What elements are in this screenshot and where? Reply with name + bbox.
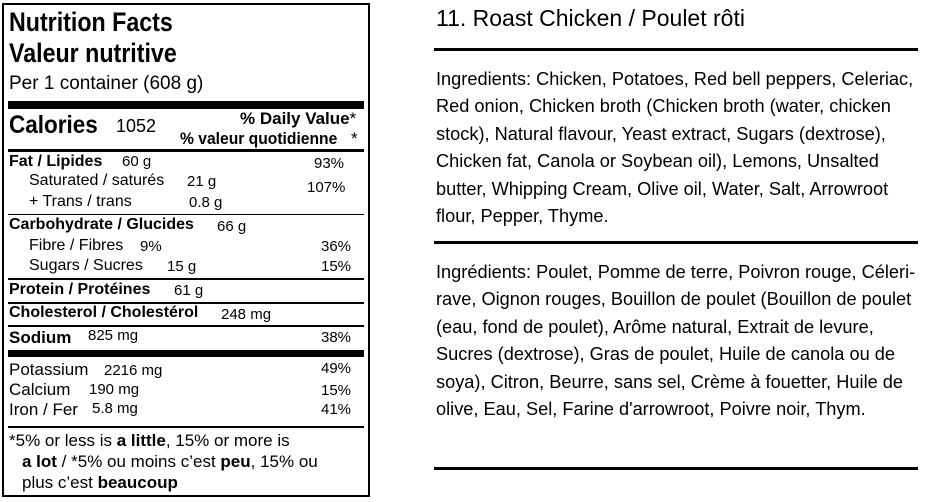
cholesterol-label: Cholesterol / Cholestérol	[9, 304, 199, 321]
carbohydrate-amount: 66 g	[217, 218, 247, 235]
fibre-dv: 36%	[321, 238, 352, 255]
daily-value-header-en: % Daily Value*	[240, 109, 357, 128]
nutrition-title-fr: Valeur nutritive	[9, 38, 177, 68]
sodium-dv: 38%	[321, 329, 352, 346]
ingredients-french: Ingrédients: Poulet, Pomme de terre, Poivron rouge, Céleri-rave, Oignon rouges, Bouillon de poulet (Bouillon de poulet (eau, fond de poulet), Arôme natural, Extrait de levure, Sucres (dextrose), Gras de poulet, Huile de canola ou de soya), Citron, Beurre, sans sel, Crème à fouetter, Huile de olive, Eau, Sel, Farine d'arrowroot, Poivre noir, Thym.	[436, 262, 916, 420]
potassium-dv: 49%	[321, 360, 352, 377]
carbohydrate-label: Carbohydrate / Glucides	[9, 216, 194, 233]
potassium-amount: 2216 mg	[104, 362, 163, 379]
sugars-label: Sugars / Sucres	[29, 257, 143, 274]
divider	[8, 426, 364, 428]
serving-size: Per 1 container (608 g)	[9, 73, 204, 94]
fat-dv: 93%	[314, 155, 345, 172]
thick-divider	[8, 350, 364, 357]
saturated-amount: 21 g	[187, 173, 217, 190]
fat-label: Fat / Lipides	[9, 153, 103, 170]
cholesterol-amount: 248 mg	[221, 306, 272, 323]
divider	[434, 467, 918, 470]
daily-value-header-fr: % valeur quotidienne *	[180, 129, 358, 148]
nutrition-title-en: Nutrition Facts	[9, 7, 173, 37]
iron-label: Iron / Fer	[9, 400, 78, 419]
sugars-amount: 15 g	[167, 258, 197, 275]
protein-label: Protein / Protéines	[9, 281, 151, 298]
iron-dv: 41%	[321, 401, 352, 418]
sodium-label: Sodium	[9, 328, 72, 347]
fat-amount: 60 g	[122, 153, 152, 170]
divider	[8, 149, 364, 152]
saturated-dv: 107%	[307, 179, 346, 196]
calcium-dv: 15%	[321, 382, 352, 399]
iron-amount: 5.8 mg	[92, 400, 138, 417]
calcium-label: Calcium	[9, 380, 71, 399]
calories-label: Calories	[9, 111, 98, 139]
trans-label: + Trans / trans	[29, 193, 132, 210]
divider	[434, 241, 918, 244]
calories-value: 1052	[116, 116, 157, 136]
calcium-amount: 190 mg	[89, 381, 140, 398]
divider	[8, 278, 364, 280]
fibre-amount: 9%	[140, 238, 162, 255]
potassium-label: Potassium	[9, 360, 89, 379]
divider	[434, 48, 918, 51]
fibre-label: Fibre / Fibres	[29, 237, 124, 254]
divider	[8, 325, 364, 327]
nutrition-facts-panel	[2, 3, 370, 497]
trans-amount: 0.8 g	[189, 194, 223, 211]
ingredients-english: Ingredients: Chicken, Potatoes, Red bell peppers, Celeriac, Red onion, Chicken broth (Chicken broth (water, chicken stock), Natural flavour, Yeast extract, Sugars (dextrose), Chicken fat, Canola or Soybean oil), Lemons, Unsalted butter, Whipping Cream, Olive oil, Water, Salt, Arrowroot flour, Pepper, Thyme.	[436, 69, 914, 227]
protein-amount: 61 g	[174, 282, 204, 299]
sugars-dv: 15%	[321, 258, 352, 275]
footnote: *5% or less is a little, 15% or more is a lot / *5% ou moins c’est peu, 15% ou plus c’est beaucoup	[9, 431, 318, 492]
saturated-label: Saturated / saturés	[29, 172, 165, 189]
sodium-amount: 825 mg	[88, 327, 139, 344]
product-title: 11. Roast Chicken / Poulet rôti	[436, 5, 745, 31]
divider	[8, 214, 364, 215]
thick-divider	[8, 101, 364, 109]
